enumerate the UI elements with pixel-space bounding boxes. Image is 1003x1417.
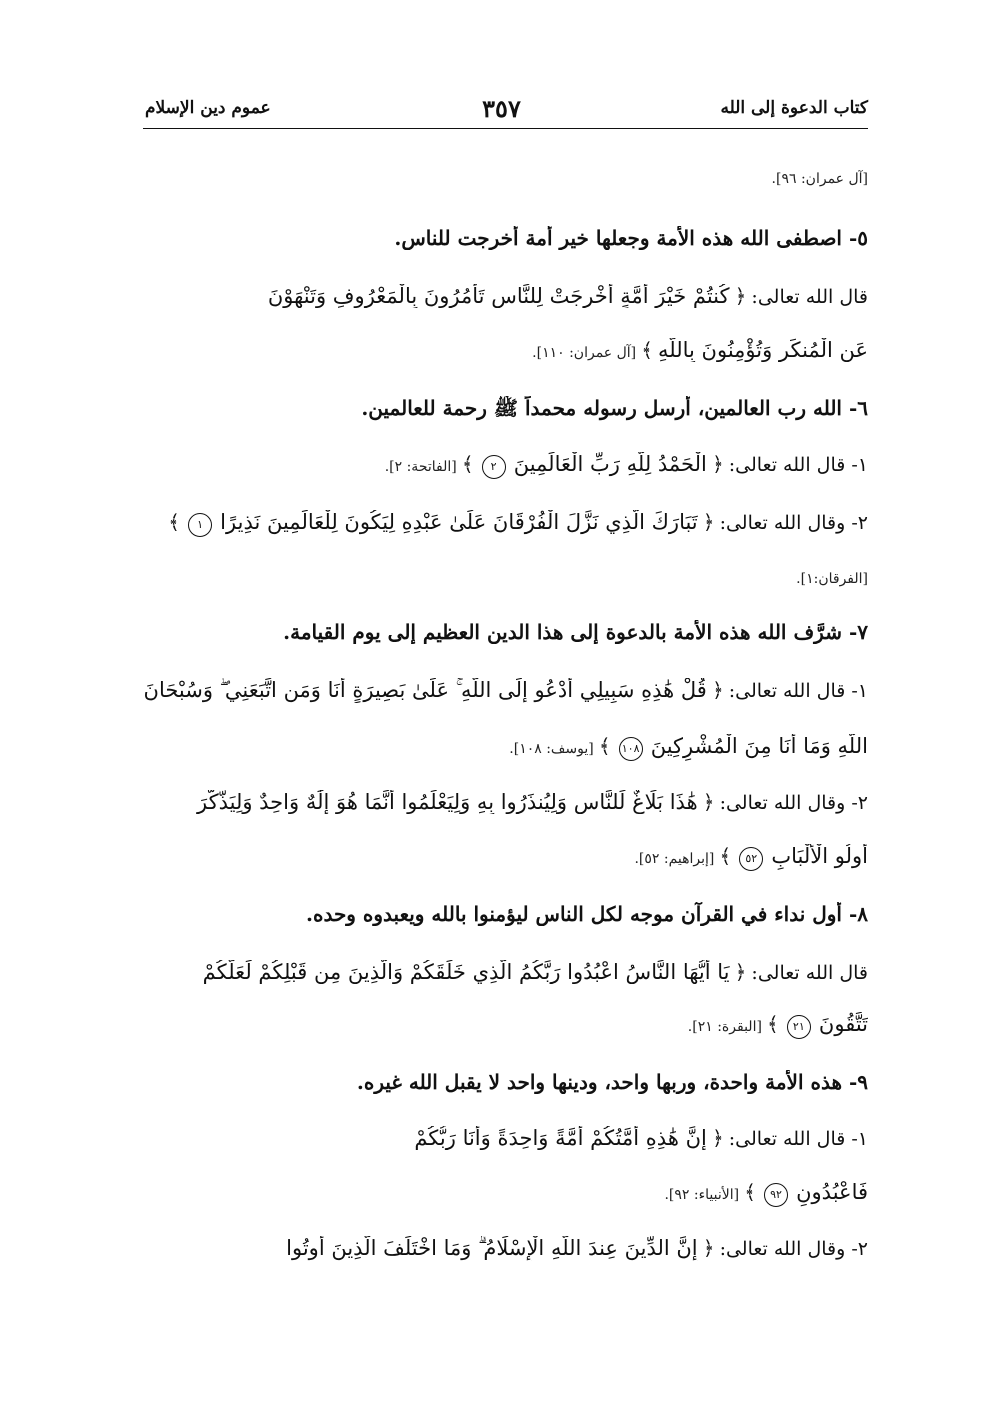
text-line <box>143 510 868 537</box>
quote-intro: ٢- وقال الله تعالى: <box>719 792 868 814</box>
text-line <box>143 1180 868 1207</box>
quran-verse: فَاعْبُدُونِ <box>796 1180 868 1204</box>
ayah-number-marker: ٩٢ <box>764 1183 788 1207</box>
quran-verse: عَنِ الْمُنكَرِ وَتُؤْمِنُونَ بِاللَّهِ <box>658 338 868 362</box>
quran-verse: الْحَمْدُ لِلَّهِ رَبِّ الْعَالَمِينَ <box>513 452 707 476</box>
quran-verse: يَا أَيُّهَا النَّاسُ اعْبُدُوا رَبَّكُمُ الَّذِي خَلَقَكُمْ وَالَّذِينَ مِن قَبْلِكُمْ لَعَلَّكُمْ <box>202 960 730 984</box>
source-reference: [الفاتحة: ٢]. <box>384 459 457 475</box>
verse-close-bracket: ﴾ <box>767 1012 779 1036</box>
verse-close-bracket: ﴾ <box>641 338 653 362</box>
source-reference: [آل عمران: ١١٠]. <box>532 345 637 361</box>
quote-intro: ٢- وقال الله تعالى: <box>719 512 868 534</box>
quran-verse: كُنتُمْ خَيْرَ أُمَّةٍ أُخْرِجَتْ لِلنَّاسِ تَأْمُرُونَ بِالْمَعْرُوفِ وَتَنْهَوْنَ <box>267 284 730 308</box>
verse-open-bracket: ﴿ <box>711 1126 724 1150</box>
quran-verse: أُولُو الْأَلْبَابِ <box>771 844 868 868</box>
text-line <box>143 284 868 308</box>
ayah-number-marker: ٥٢ <box>739 847 763 871</box>
verse-open-bracket: ﴿ <box>702 790 715 814</box>
verse-open-bracket: ﴿ <box>702 510 715 534</box>
text-line <box>143 734 868 761</box>
text-line <box>143 568 868 587</box>
text-line <box>143 1126 868 1150</box>
source-reference: [يوسف: ١٠٨]. <box>509 741 594 757</box>
section-heading-5: ٥- اصطفى الله هذه الأمة وجعلها خير أمة أخرجت للناس. <box>394 226 868 250</box>
quote-intro: قال الله تعالى: <box>751 286 868 308</box>
quote-intro: قال الله تعالى: <box>751 962 868 984</box>
verse-open-bracket: ﴿ <box>734 960 747 984</box>
ayah-number-marker: ٢١ <box>787 1015 811 1039</box>
source-reference: [الأنبياء: ٩٢]. <box>664 1187 740 1203</box>
header-rule <box>143 128 868 129</box>
quran-verse: هَٰذَا بَلَاغٌ لِّلنَّاسِ وَلِيُنذَرُوا بِهِ وَلِيَعْلَمُوا أَنَّمَا هُوَ إِلَٰهٌ وَاحِدٌ وَلِيَذَّكَّرَ <box>197 790 698 814</box>
source-reference: [الفرقان:١]. <box>796 571 868 587</box>
page-number: ٣٥٧ <box>482 94 521 123</box>
quran-verse: اللَّهِ وَمَا أَنَا مِنَ الْمُشْرِكِينَ <box>650 734 868 758</box>
text-line <box>143 844 868 871</box>
verse-close-bracket: ﴾ <box>598 734 611 758</box>
text-line <box>143 168 868 187</box>
quote-intro: ١- قال الله تعالى: <box>728 680 868 702</box>
quran-verse: تَبَارَكَ الَّذِي نَزَّلَ الْفُرْقَانَ عَلَىٰ عَبْدِهِ لِيَكُونَ لِلْعَالَمِينَ نَذِيرًا <box>220 510 698 534</box>
section-heading-7: ٧- شرَّف الله هذه الأمة بالدعوة إلى هذا الدين العظيم إلى يوم القيامة. <box>283 620 868 644</box>
quran-verse: إِنَّ الدِّينَ عِندَ اللَّهِ الْإِسْلَامُ ۗ وَمَا اخْتَلَفَ الَّذِينَ أُوتُوا <box>286 1236 698 1260</box>
text-line <box>143 678 868 703</box>
quote-intro: ١- قال الله تعالى: <box>728 454 868 476</box>
text-line <box>143 1236 868 1261</box>
ayah-number-marker: ١ <box>188 513 212 537</box>
verse-open-bracket: ﴿ <box>734 284 747 308</box>
running-header-book-title: كتاب الدعوة إلى الله <box>720 98 868 118</box>
text-line <box>143 452 868 479</box>
ayah-number-marker: ٢ <box>482 455 506 479</box>
verse-close-bracket: ﴾ <box>461 452 474 476</box>
verse-open-bracket: ﴿ <box>702 1236 715 1260</box>
section-heading-6: ٦- الله رب العالمين، أرسل رسوله محمداً ﷺ رحمة للعالمين. <box>361 396 868 420</box>
quote-intro: ١- قال الله تعالى: <box>728 1128 868 1150</box>
verse-close-bracket: ﴾ <box>719 844 732 868</box>
source-reference: [إبراهيم: ٥٢]. <box>634 851 715 867</box>
section-heading-8: ٨- أول نداء في القرآن موجه لكل الناس ليؤمنوا بالله ويعبدوه وحده. <box>306 902 868 926</box>
section-heading-9: ٩- هذه الأمة واحدة، وربها واحد، ودينها واحد لا يقبل الله غيره. <box>356 1070 868 1094</box>
verse-close-bracket: ﴾ <box>744 1180 756 1204</box>
text-line <box>143 790 868 814</box>
source-reference: [آل عمران: ٩٦]. <box>771 171 868 187</box>
text-line <box>143 960 868 984</box>
verse-close-bracket: ﴾ <box>168 510 180 534</box>
quran-verse: قُلْ هَٰذِهِ سَبِيلِي أَدْعُو إِلَى اللَّهِ ۚ عَلَىٰ بَصِيرَةٍ أَنَا وَمَنِ اتَّبَعَنِي ۖ وَسُبْحَانَ <box>143 678 707 702</box>
source-reference: [البقرة: ٢١]. <box>687 1019 762 1035</box>
quran-verse: تَتَّقُونَ <box>818 1012 868 1036</box>
verse-open-bracket: ﴿ <box>711 452 724 476</box>
quote-intro: ٢- وقال الله تعالى: <box>719 1238 868 1260</box>
ayah-number-marker: ١٠٨ <box>619 737 643 761</box>
quran-verse: إِنَّ هَٰذِهِ أُمَّتُكُمْ أُمَّةً وَاحِدَةً وَأَنَا رَبُّكُمْ <box>414 1126 707 1150</box>
text-line <box>143 338 868 362</box>
verse-open-bracket: ﴿ <box>711 678 724 702</box>
text-line <box>143 1012 868 1039</box>
running-header-chapter-title: عموم دين الإسلام <box>145 98 271 118</box>
